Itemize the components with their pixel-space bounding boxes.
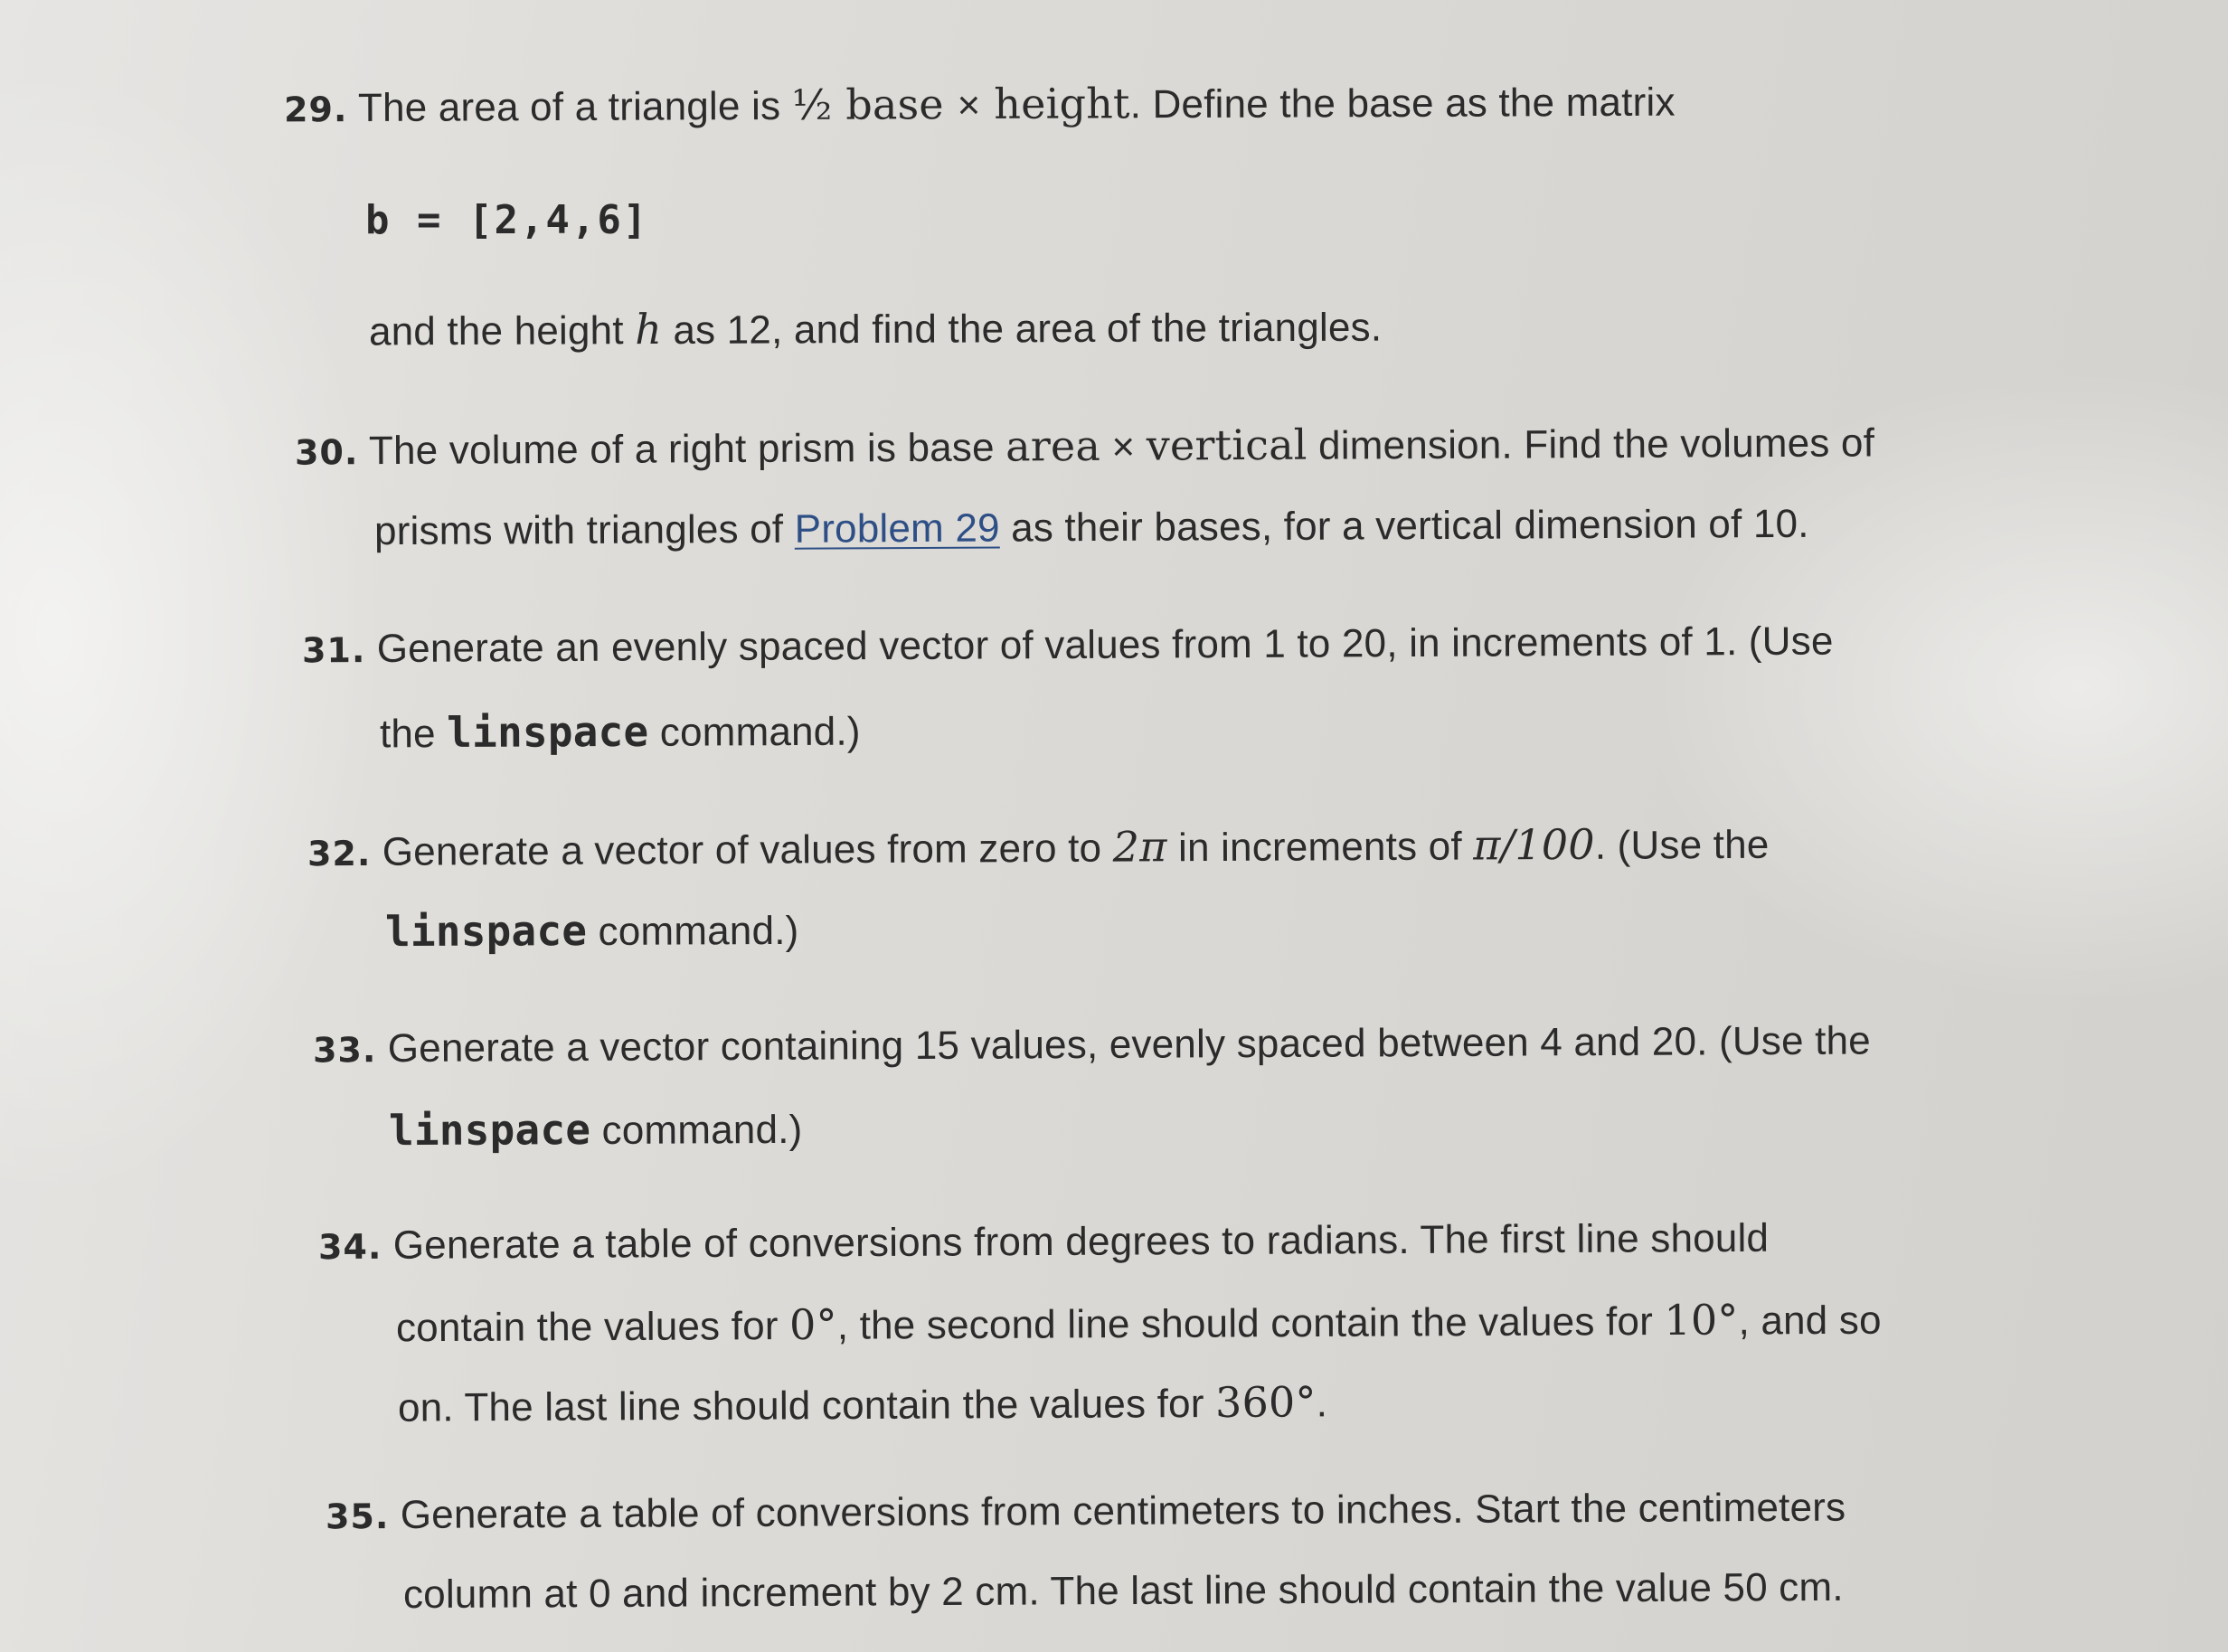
problem-text: Generate a table of conversions from degrees to radians. The first line should [392, 1215, 1770, 1268]
problem-29-line-3 [369, 306, 1382, 353]
problem-text: Generate an evenly spaced vector of values from 1 to 20, in increments of 1. (Use [376, 618, 1834, 671]
problem-number: 31. [301, 630, 366, 671]
problem-text: in increments of [1166, 824, 1474, 871]
problem-text: , and so [1738, 1298, 1882, 1344]
problem-text: prisms with triangles of [373, 506, 795, 554]
problem-text: . Define the base as the matrix [1129, 80, 1676, 127]
problem-text: on. The last line should contain the values for [397, 1381, 1216, 1430]
problem-text: command.) [587, 908, 799, 955]
problem-text: command.) [590, 1107, 803, 1154]
math-variable: h [635, 305, 663, 354]
math-degrees: 360° [1214, 1377, 1317, 1427]
problem-29-link[interactable]: Problem 29 [794, 505, 1000, 552]
math-expression: π/100 [1473, 819, 1595, 870]
problem-text: . (Use the [1594, 822, 1770, 868]
times-symbol: × [1100, 424, 1147, 469]
problem-number: 35. [325, 1496, 390, 1537]
problem-text: the [379, 712, 448, 757]
problem-text: Generate a vector containing 15 values, evenly spaced between 4 and 20. (Use the [387, 1018, 1872, 1071]
code-block-b-matrix: b = [2,4,6] [365, 197, 649, 243]
problem-34-line-3 [397, 1377, 1328, 1430]
math-text: vertical [1146, 420, 1308, 470]
math-text: base [832, 80, 958, 129]
problem-number: 32. [307, 833, 372, 874]
fraction-half: ½ [791, 80, 833, 129]
problem-text: The area of a triangle is [357, 83, 792, 130]
problem-text: dimension. Find the volumes of [1307, 420, 1875, 468]
problem-text: as their bases, for a vertical dimension of 10. [999, 501, 1809, 551]
problem-30-line-2 [373, 501, 1809, 554]
problem-32-line-1 [307, 819, 1770, 874]
problem-text: Generate a table of conversions from centimeters to inches. Start the centimeters [400, 1485, 1846, 1537]
problem-35-line-1 [325, 1485, 1846, 1537]
problem-text: , the second line should contain the values for [836, 1298, 1665, 1348]
math-expression: 2π [1112, 822, 1167, 872]
problem-number: 33. [312, 1030, 377, 1071]
problem-32-line-2 [384, 906, 799, 957]
problem-text: . [1316, 1381, 1328, 1426]
problem-number: 34. [317, 1226, 382, 1268]
problem-text: as 12, and find the area of the triangles. [661, 305, 1383, 354]
problem-31-line-1 [301, 618, 1834, 671]
math-text: height [980, 79, 1130, 128]
problem-text: column at 0 and increment by 2 cm. The last line should contain the value 50 cm. [402, 1564, 1844, 1618]
problem-text: Generate a vector of values from zero to [382, 826, 1113, 874]
problem-31-line-2 [379, 706, 861, 758]
problem-33-line-1 [312, 1018, 1872, 1071]
math-degrees: 0° [788, 1299, 837, 1350]
problem-30-line-1 [294, 420, 1875, 474]
problem-29-line-1 [284, 80, 1676, 129]
problem-number: 30. [294, 432, 359, 473]
problem-text: command.) [648, 709, 861, 755]
problem-35-line-2 [402, 1564, 1844, 1618]
problem-text: The volume of a right prism is base [368, 425, 1006, 474]
problem-34-line-1 [317, 1215, 1770, 1268]
problem-number: 29. [283, 90, 348, 130]
problem-text: and the height [368, 308, 636, 354]
problem-text: contain the values for [395, 1304, 790, 1351]
problem-34-line-2 [395, 1295, 1882, 1351]
code-command: linspace [447, 706, 649, 758]
problem-33-line-2 [388, 1105, 803, 1156]
times-symbol: × [957, 82, 981, 128]
code-command: linspace [384, 906, 588, 957]
math-degrees: 10° [1664, 1295, 1739, 1345]
code-command: linspace [388, 1105, 591, 1156]
math-text: area [1005, 420, 1101, 471]
